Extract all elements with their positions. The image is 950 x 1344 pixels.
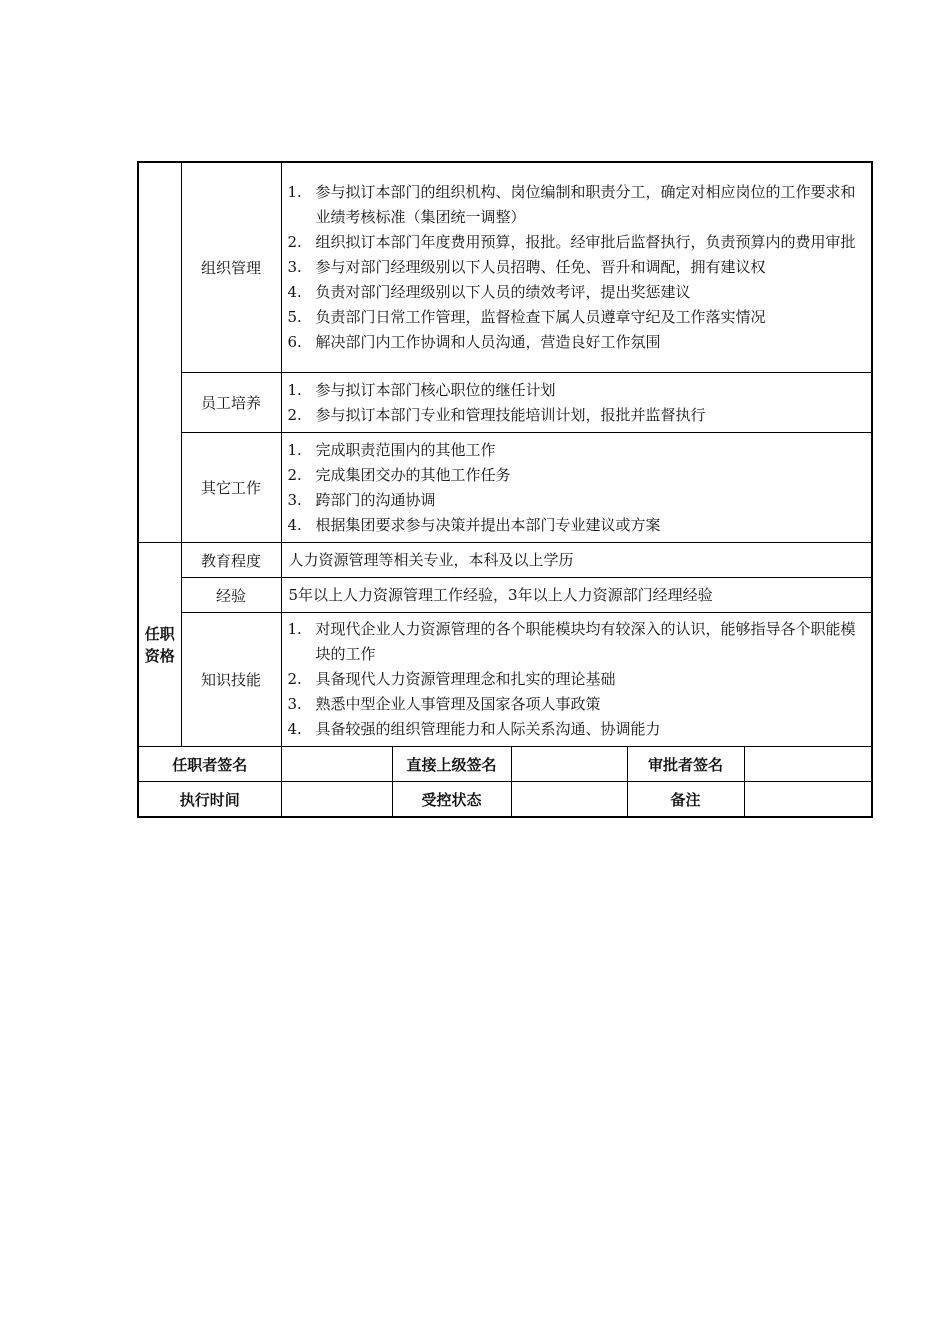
qual-row-education — [138, 543, 872, 578]
list-item: 3. 跨部门的沟通协调 — [287, 490, 436, 509]
qual-label-education: 教育程度 — [181, 543, 281, 578]
incumbent-signature-field[interactable] — [281, 747, 392, 782]
list-item: 6. 解决部门内工作协调和人员沟通，营造良好工作氛围 — [287, 333, 661, 351]
qual-row-skills — [138, 613, 872, 747]
list-item: 2. 具备现代人力资源管理理念和扎实的理论基础 — [287, 670, 616, 688]
qual-value-experience: 5年以上人力资源管理工作经验，3年以上人力资源部门经理经验 — [281, 578, 872, 613]
approver-signature-field[interactable] — [744, 747, 872, 782]
list-item: 4. 负责对部门经理级别以下人员的绩效考评，提出奖惩建议 — [287, 283, 691, 301]
duty-content-org-management — [281, 162, 872, 373]
qual-row-experience — [138, 578, 872, 613]
duty-list-org-management — [288, 180, 868, 355]
exec-time-field[interactable] — [281, 782, 392, 818]
qual-value-skills — [281, 613, 872, 747]
list-item: 4. 具备较强的组织管理能力和人际关系沟通、协调能力 — [287, 720, 661, 738]
incumbent-signature-label: 任职者签名 — [138, 747, 281, 782]
duty-label-staff-development: 员工培养 — [181, 373, 281, 433]
duty-list-staff-development — [288, 378, 868, 428]
list-item: 1. 参与拟订本部门核心职位的继任计划 — [287, 380, 556, 399]
supervisor-signature-label: 直接上级签名 — [392, 747, 511, 782]
list-item: 5. 负责部门日常工作管理，监督检查下属人员遵章守纪及工作落实情况 — [287, 308, 766, 326]
list-item: 2. 参与拟订本部门专业和管理技能培训计划，报批并监督执行 — [287, 405, 706, 424]
list-item: 3. 熟悉中型企业人事管理及国家各项人事政策 — [287, 695, 601, 713]
list-item: 1. 对现代企业人力资源管理的各个职能模块均有较深入的认识，能够指导各个职能模块的工作 — [287, 620, 856, 663]
duties-category-cell — [138, 162, 181, 543]
duty-label-other-work: 其它工作 — [181, 433, 281, 543]
duty-row-org-management — [138, 162, 872, 373]
qualifications-label-line2: 资格 — [144, 646, 175, 665]
duty-list-other-work — [288, 438, 868, 538]
qualifications-label-line1: 任职 — [144, 624, 175, 643]
duty-row-staff-development — [138, 373, 872, 433]
qual-label-experience: 经验 — [181, 578, 281, 613]
list-item: 1. 参与拟订本部门的组织机构、岗位编制和职责分工，确定对相应岗位的工作要求和业绩考核标准（集团统一调整） — [287, 183, 856, 226]
supervisor-signature-field[interactable] — [511, 747, 627, 782]
execution-row — [138, 782, 872, 818]
remarks-field[interactable] — [744, 782, 872, 818]
list-item: 1. 完成职责范围内的其他工作 — [287, 440, 496, 459]
approver-signature-label: 审批者签名 — [627, 747, 744, 782]
remarks-label: 备注 — [627, 782, 744, 818]
duty-content-other-work — [281, 433, 872, 543]
duty-row-other-work — [138, 433, 872, 543]
list-item: 3. 参与对部门经理级别以下人员招聘、任免、晋升和调配，拥有建议权 — [287, 258, 766, 276]
skills-list — [288, 617, 868, 742]
duty-content-staff-development — [281, 373, 872, 433]
control-status-field[interactable] — [511, 782, 627, 818]
list-item: 2. 完成集团交办的其他工作任务 — [287, 465, 511, 484]
signature-row — [138, 747, 872, 782]
control-status-label: 受控状态 — [392, 782, 511, 818]
qual-label-skills: 知识技能 — [181, 613, 281, 747]
qual-value-education: 人力资源管理等相关专业，本科及以上学历 — [281, 543, 872, 578]
job-description-table — [137, 161, 873, 818]
exec-time-label: 执行时间 — [138, 782, 281, 818]
list-item: 4. 根据集团要求参与决策并提出本部门专业建议或方案 — [287, 515, 661, 534]
duty-label-org-management: 组织管理 — [181, 162, 281, 373]
list-item: 2. 组织拟订本部门年度费用预算，报批。经审批后监督执行，负责预算内的费用审批 — [287, 233, 856, 251]
qualifications-category-cell — [138, 543, 181, 747]
